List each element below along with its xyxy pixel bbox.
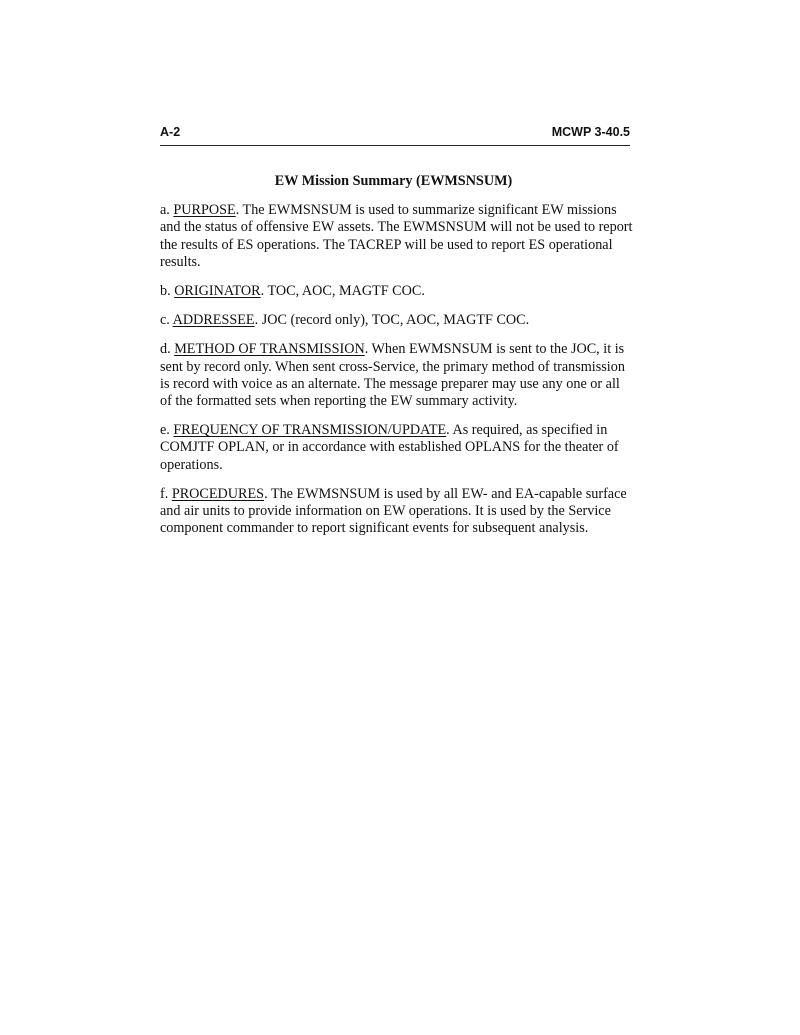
paragraph-letter: e. [160, 422, 174, 439]
paragraph-originator [160, 283, 635, 300]
paragraph-letter: d. [160, 341, 175, 358]
paragraph-frequency [160, 422, 635, 474]
paragraph-letter: a. [160, 202, 174, 219]
paragraph-body: . JOC (record only), TOC, AOC, MAGTF COC. [254, 312, 530, 329]
paragraph-heading: METHOD OF TRANSMISSION [174, 341, 365, 358]
paragraph-body: . When EWMSNSUM is sent to the JOC, it is sent by record only. When sent cross-Service, the primary method of transmission is record with voice as an alternate. The message preparer may use any one or all of the formatted sets when reporting the EW summary activity. [160, 341, 625, 410]
document-body [160, 173, 635, 549]
paragraph-procedures [160, 486, 635, 538]
paragraph-body: . The EWMSNSUM is used by all EW- and EA-capable surface and air units to provide information on EW operations. It is used by the Service component commander to report significant events for subsequent analysis. [160, 485, 627, 537]
paragraph-heading: PURPOSE [173, 202, 236, 219]
paragraph-purpose [160, 202, 635, 271]
page-header [160, 123, 630, 146]
paragraph-letter: b. [160, 283, 175, 300]
paragraph-letter: f. [160, 485, 172, 502]
paragraph-method-of-transmission [160, 341, 635, 410]
page-number: A-2 [160, 125, 181, 139]
paragraph-heading: PROCEDURES [171, 485, 265, 502]
publication-id: MCWP 3-40.5 [551, 125, 630, 139]
paragraph-body: . The EWMSNSUM is used to summarize significant EW missions and the status of offensive EW assets. The EWMSNSUM will not be used to report the results of ES operations. The TACREP will be used to report ES operational results. [160, 202, 633, 270]
document-title: EW Mission Summary (EWMSNSUM) [274, 173, 513, 189]
paragraph-body: . TOC, AOC, MAGTF COC. [260, 283, 425, 300]
paragraph-addressee [160, 312, 635, 329]
paragraph-heading: FREQUENCY OF TRANSMISSION/UPDATE [173, 422, 447, 439]
paragraph-letter: c. [160, 312, 173, 329]
paragraph-body: . As required, as specified in COMJTF OPLAN, or in accordance with established OPLANS for the theater of operations. [160, 422, 619, 473]
paragraph-heading: ORIGINATOR [174, 283, 261, 300]
paragraph-heading: ADDRESSEE [172, 312, 255, 329]
